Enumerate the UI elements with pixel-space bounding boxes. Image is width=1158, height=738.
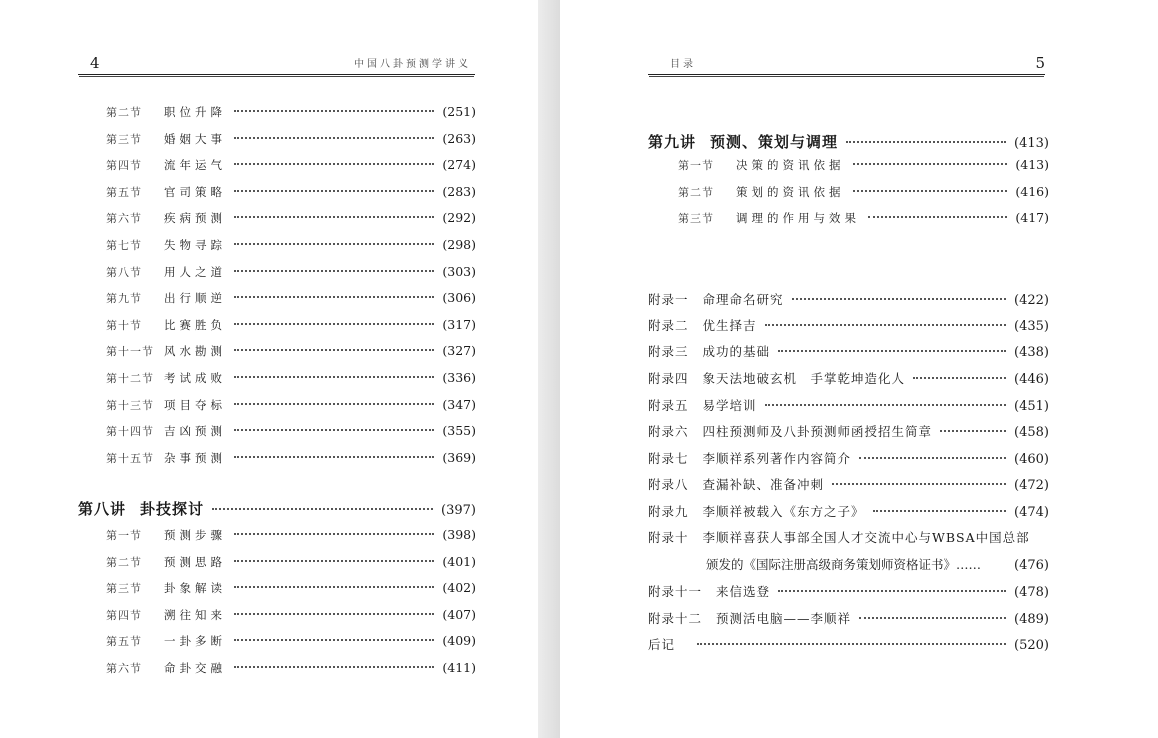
toc-chapter-entry[interactable] xyxy=(78,498,476,518)
dot-leader xyxy=(234,560,434,562)
right-toc xyxy=(575,0,1158,738)
toc-section-entry-title: 调理的作用与效果 xyxy=(736,211,860,225)
toc-appendix-entry-page: (474) xyxy=(1014,505,1049,520)
toc-section-entry-page: (407) xyxy=(442,606,476,622)
toc-chapter-entry-label: 第九讲 xyxy=(648,133,697,151)
toc-section-entry-page: (317) xyxy=(442,316,476,332)
toc-section-entry-title: 婚姻大事 xyxy=(164,131,226,146)
toc-section-entry[interactable] xyxy=(678,157,1049,177)
toc-section-entry-title: 流年运气 xyxy=(164,158,226,173)
toc-appendix-entry-title: 预测活电脑——李顺祥 xyxy=(716,611,852,626)
toc-section-entry-label: 第十节 xyxy=(106,318,142,332)
toc-appendix-entry[interactable] xyxy=(648,635,1049,655)
toc-section-entry-label: 第二节 xyxy=(106,106,142,119)
toc-appendix-entry-page: (489) xyxy=(1014,612,1049,627)
dot-leader xyxy=(234,613,434,615)
toc-appendix-entry-title: 李顺祥系列著作内容简介 xyxy=(702,451,852,466)
toc-section-entry-title: 预测步骤 xyxy=(164,528,226,542)
toc-section-entry[interactable] xyxy=(106,397,476,417)
toc-appendix-entry-title: 成功的基础 xyxy=(702,344,771,359)
toc-section-entry-title: 项目夺标 xyxy=(164,397,226,412)
toc-section-entry-title: 策划的资讯依据 xyxy=(736,184,845,199)
toc-section-entry-page: (263) xyxy=(442,130,476,146)
toc-appendix-entry[interactable] xyxy=(648,422,1049,442)
toc-section-entry-label: 第七节 xyxy=(106,239,142,252)
dot-leader xyxy=(234,163,434,165)
dot-leader xyxy=(853,190,1008,192)
toc-appendix-entry-label: 后记 xyxy=(648,637,676,652)
toc-section-entry-title: 杂事预测 xyxy=(164,450,226,465)
dot-leader xyxy=(234,429,434,431)
toc-section-entry-label: 第五节 xyxy=(106,185,142,199)
toc-section-entry-title: 溯往知来 xyxy=(164,607,226,622)
toc-section-entry-page: (292) xyxy=(442,210,476,226)
toc-section-entry[interactable] xyxy=(106,633,476,653)
toc-section-entry[interactable] xyxy=(106,607,476,627)
toc-appendix-entry-title: 查漏补缺、准备冲刺 xyxy=(702,477,825,492)
toc-appendix-entry-page: (438) xyxy=(1014,345,1049,360)
toc-section-entry-title: 预测思路 xyxy=(164,554,226,569)
dot-leader xyxy=(832,483,1006,485)
dot-leader xyxy=(234,243,434,245)
toc-section-entry-label: 第二节 xyxy=(678,185,714,199)
toc-section-entry[interactable] xyxy=(106,210,476,230)
toc-section-entry-label: 第三节 xyxy=(106,582,142,596)
toc-section-entry-title: 比赛胜负 xyxy=(164,317,226,332)
toc-section-entry-label: 第十四节 xyxy=(106,425,154,439)
toc-section-entry[interactable] xyxy=(106,660,476,680)
toc-appendix-entry[interactable] xyxy=(648,396,1049,416)
toc-appendix-entry-page: (478) xyxy=(1014,585,1049,600)
toc-chapter-entry-page: (397) xyxy=(441,503,476,518)
toc-section-entry-title: 失物寻踪 xyxy=(164,238,226,252)
toc-appendix-entry-label: 附录十 xyxy=(648,530,689,545)
toc-section-entry-page: (398) xyxy=(442,527,476,542)
toc-section-entry-page: (416) xyxy=(1015,183,1049,199)
toc-section-entry[interactable] xyxy=(106,157,476,177)
toc-section-entry[interactable] xyxy=(678,210,1049,230)
dot-leader xyxy=(940,430,1006,432)
dot-leader xyxy=(765,404,1007,406)
toc-section-entry-page: (303) xyxy=(442,263,476,279)
toc-section-entry-label: 第九节 xyxy=(106,292,142,306)
toc-section-entry[interactable] xyxy=(106,343,476,363)
toc-section-entry-title: 官司策略 xyxy=(164,184,226,199)
toc-appendix-entry-label: 附录十一 xyxy=(648,584,703,599)
right-running-title: 目录 xyxy=(670,59,696,70)
dot-leader xyxy=(234,137,434,139)
toc-appendix-entry-title: 李顺祥被载入《东方之子》 xyxy=(702,504,865,519)
toc-section-entry-title: 职位升降 xyxy=(164,105,226,119)
toc-section-entry-title: 出行顺逆 xyxy=(164,291,226,306)
dot-leader xyxy=(234,533,434,535)
toc-appendix-entry-page: (435) xyxy=(1014,319,1049,334)
toc-appendix-entry[interactable] xyxy=(648,316,1049,336)
toc-appendix-entry-page: (460) xyxy=(1014,452,1049,467)
toc-section-entry-title: 决策的资讯依据 xyxy=(736,158,845,172)
toc-appendix-entry[interactable] xyxy=(648,290,1049,310)
right-page xyxy=(575,0,1158,738)
toc-section-entry[interactable] xyxy=(106,131,476,151)
toc-section-entry-page: (401) xyxy=(442,553,476,569)
toc-section-entry-label: 第五节 xyxy=(106,635,142,649)
toc-chapter-entry-title: 卦技探讨 xyxy=(140,500,205,518)
toc-section-entry-title: 卦象解读 xyxy=(164,581,226,596)
toc-appendix-entry-page: (451) xyxy=(1014,399,1049,414)
toc-appendix-entry[interactable] xyxy=(648,342,1049,362)
toc-appendix-entry-label: 附录三 xyxy=(648,344,689,359)
toc-section-entry-page: (298) xyxy=(442,237,476,252)
dot-leader xyxy=(234,349,434,351)
dot-leader xyxy=(234,456,434,458)
dot-leader xyxy=(859,457,1006,459)
toc-section-entry-page: (274) xyxy=(442,157,476,173)
dot-leader xyxy=(868,216,1007,218)
toc-section-entry-title: 命卦交融 xyxy=(164,661,226,675)
toc-appendix-entry-title: 象天法地破玄机 手掌乾坤造化人 xyxy=(702,371,906,386)
toc-section-entry-label: 第十二节 xyxy=(106,372,154,385)
toc-section-entry-label: 第六节 xyxy=(106,212,142,226)
dot-leader xyxy=(234,639,434,641)
toc-appendix-entry-title: 易学培训 xyxy=(702,398,757,413)
toc-section-entry-label: 第十三节 xyxy=(106,398,154,412)
toc-section-entry-label: 第四节 xyxy=(106,608,142,622)
dot-leader xyxy=(792,298,1007,300)
dot-leader xyxy=(234,190,434,192)
toc-section-entry[interactable] xyxy=(106,450,476,470)
toc-section-entry[interactable] xyxy=(106,237,476,257)
toc-section-entry-title: 风水勘测 xyxy=(164,344,226,359)
toc-appendix-entry-title: 命理命名研究 xyxy=(702,292,784,307)
toc-section-entry-label: 第四节 xyxy=(106,159,142,173)
toc-chapter-entry[interactable] xyxy=(648,131,1049,151)
toc-section-entry-page: (306) xyxy=(442,290,476,306)
dot-leader xyxy=(846,141,1006,143)
dot-leader xyxy=(913,377,1006,379)
toc-appendix-entry-title: 李顺祥喜获人事部全国人才交流中心与WBSA中国总部 xyxy=(702,530,1030,545)
toc-section-entry-page: (336) xyxy=(442,370,476,385)
dot-leader xyxy=(765,324,1007,326)
toc-section-entry-page: (355) xyxy=(442,423,476,439)
toc-appendix-entry[interactable] xyxy=(648,582,1049,602)
book-gutter xyxy=(538,0,560,738)
toc-appendix-entry-label: 附录五 xyxy=(648,398,689,413)
toc-section-entry-label: 第十一节 xyxy=(106,345,154,359)
toc-section-entry-title: 一卦多断 xyxy=(164,634,226,649)
dot-leader xyxy=(853,163,1008,165)
toc-chapter-entry-title: 预测、策划与调理 xyxy=(710,133,839,151)
toc-section-entry-label: 第六节 xyxy=(106,662,142,675)
toc-appendix-entry[interactable] xyxy=(648,502,1049,522)
left-page xyxy=(0,0,560,738)
toc-appendix-entry-page: (476) xyxy=(1014,558,1049,573)
toc-section-entry[interactable] xyxy=(106,527,476,547)
toc-appendix-entry-title: 优生择吉 xyxy=(702,318,757,333)
dot-leader xyxy=(234,323,434,325)
toc-appendix-entry-label: 附录十二 xyxy=(648,611,703,626)
toc-appendix-entry-label: 附录八 xyxy=(648,477,689,492)
toc-appendix-entry-label: 附录二 xyxy=(648,318,689,333)
toc-section-entry-page: (347) xyxy=(442,396,476,412)
left-toc xyxy=(0,0,560,738)
toc-section-entry[interactable] xyxy=(106,184,476,204)
toc-section-entry[interactable] xyxy=(106,104,476,124)
dot-leader xyxy=(234,586,434,588)
toc-appendix-entry-page: (446) xyxy=(1014,372,1049,387)
toc-appendix-entry-label: 附录六 xyxy=(648,424,689,439)
toc-chapter-entry-page: (413) xyxy=(1014,136,1049,151)
dot-leader xyxy=(778,590,1006,592)
toc-section-entry-label: 第一节 xyxy=(678,159,714,172)
toc-appendix-entry[interactable] xyxy=(648,475,1049,495)
toc-appendix-entry-label: 附录七 xyxy=(648,451,689,466)
toc-appendix-entry[interactable] xyxy=(648,369,1049,389)
toc-section-entry-title: 疾病预测 xyxy=(164,211,226,226)
toc-section-entry-label: 第十五节 xyxy=(106,451,154,465)
toc-appendix-entry[interactable] xyxy=(648,609,1049,629)
toc-section-entry[interactable] xyxy=(106,580,476,600)
toc-section-entry-page: (369) xyxy=(442,449,476,465)
toc-section-entry-page: (327) xyxy=(442,343,476,359)
dot-leader xyxy=(212,508,433,510)
left-running-title: 中国八卦预测学讲义 xyxy=(354,59,471,70)
toc-section-entry-title: 考试成败 xyxy=(164,371,226,385)
toc-section-entry[interactable] xyxy=(106,290,476,310)
toc-section-entry[interactable] xyxy=(106,554,476,574)
toc-appendix-entry-label: 附录一 xyxy=(648,292,689,307)
toc-section-entry-label: 第二节 xyxy=(106,555,142,569)
toc-appendix-entry-label: 附录九 xyxy=(648,504,689,519)
toc-section-entry-page: (409) xyxy=(442,633,476,649)
dot-leader xyxy=(234,296,434,298)
dot-leader xyxy=(234,376,434,378)
dot-leader xyxy=(859,617,1006,619)
toc-appendix-entry[interactable] xyxy=(648,449,1049,469)
dot-leader xyxy=(234,216,434,218)
dot-leader xyxy=(873,510,1007,512)
toc-appendix-entry-page: (472) xyxy=(1014,478,1049,493)
toc-section-entry-page: (411) xyxy=(442,660,476,675)
toc-appendix-entry-page: (458) xyxy=(1014,425,1049,440)
toc-appendix-continuation[interactable] xyxy=(706,555,1049,575)
toc-appendix-entry-title: 四柱预测师及八卦预测师函授招生简章 xyxy=(702,424,933,439)
toc-section-entry-title: 吉凶预测 xyxy=(164,424,226,439)
toc-section-entry-page: (413) xyxy=(1015,157,1049,172)
toc-appendix-entry[interactable] xyxy=(648,528,1030,548)
dot-leader xyxy=(234,270,434,272)
toc-section-entry-label: 第三节 xyxy=(678,212,714,225)
toc-section-entry-title: 用人之道 xyxy=(164,264,226,279)
dot-leader xyxy=(778,350,1006,352)
toc-chapter-entry-label: 第八讲 xyxy=(78,500,127,518)
dot-leader xyxy=(697,643,1006,645)
toc-section-entry[interactable] xyxy=(106,423,476,443)
toc-appendix-entry-page: (422) xyxy=(1014,293,1049,308)
dot-leader xyxy=(234,666,434,668)
toc-appendix-entry-page: (520) xyxy=(1014,638,1049,653)
toc-section-entry[interactable] xyxy=(678,184,1049,204)
dot-leader xyxy=(234,403,434,405)
toc-section-entry[interactable] xyxy=(106,370,476,390)
toc-section-entry-page: (417) xyxy=(1015,210,1049,225)
toc-section-entry-label: 第一节 xyxy=(106,529,142,542)
toc-section-entry[interactable] xyxy=(106,317,476,337)
toc-section-entry-label: 第八节 xyxy=(106,265,142,279)
toc-appendix-continuation-text: 颁发的《国际注册高级商务策划师资格证书》…… xyxy=(706,557,982,572)
right-page-number: 5 xyxy=(1035,54,1045,72)
toc-section-entry[interactable] xyxy=(106,264,476,284)
toc-section-entry-page: (283) xyxy=(442,183,476,199)
dot-leader xyxy=(234,110,434,112)
left-page-number: 4 xyxy=(90,54,100,72)
toc-section-entry-label: 第三节 xyxy=(106,132,142,146)
toc-section-entry-page: (251) xyxy=(442,104,476,119)
toc-appendix-entry-label: 附录四 xyxy=(648,371,689,386)
toc-appendix-entry-title: 来信选登 xyxy=(716,584,771,599)
toc-section-entry-page: (402) xyxy=(442,580,476,596)
